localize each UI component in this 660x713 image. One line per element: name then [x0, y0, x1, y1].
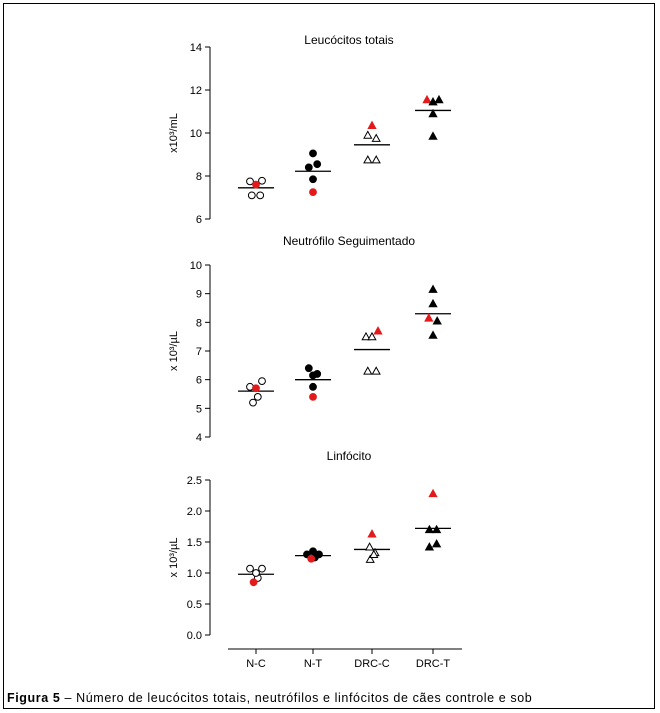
data-point — [433, 317, 441, 324]
y-tick-label: 14 — [189, 42, 202, 54]
y-tick-label: 10 — [189, 128, 202, 140]
data-point — [314, 161, 321, 168]
data-point — [310, 176, 317, 183]
y-axis-label: x10³/mL — [168, 113, 180, 153]
data-point — [372, 135, 380, 142]
y-tick-label: 6 — [195, 214, 202, 226]
data-point — [435, 96, 443, 103]
y-tick-label: 8 — [195, 171, 202, 183]
y-tick-label: 7 — [195, 346, 202, 358]
y-tick-label: 5 — [195, 403, 202, 416]
data-point — [253, 570, 260, 577]
data-point — [433, 540, 441, 547]
data-point — [429, 331, 437, 338]
y-tick-label: 0.0 — [186, 630, 202, 642]
y-axis-label: x 10³/µL — [168, 537, 180, 578]
y-tick-label: 0.5 — [186, 599, 202, 611]
data-point — [310, 383, 317, 390]
y-axis-label: x 10³/µL — [168, 331, 180, 371]
data-point — [429, 286, 437, 293]
x-tick-label: N-T — [303, 658, 323, 670]
caption-label: Figura 5 — [7, 691, 61, 705]
data-point — [305, 164, 312, 171]
data-point — [250, 399, 257, 406]
data-point — [310, 150, 317, 157]
data-point — [305, 365, 312, 372]
data-point — [248, 192, 255, 199]
data-point — [372, 367, 380, 374]
data-point — [310, 189, 317, 196]
data-point — [364, 367, 372, 374]
data-point — [425, 314, 433, 321]
data-point — [364, 156, 372, 163]
data-point — [423, 96, 431, 103]
data-point — [247, 565, 254, 572]
data-point — [429, 132, 437, 139]
data-point — [366, 543, 374, 550]
y-tick-label: 12 — [189, 85, 202, 97]
data-point — [308, 555, 315, 562]
y-tick-label: 1.0 — [186, 568, 202, 580]
data-point — [429, 490, 437, 497]
data-point — [310, 372, 317, 379]
panel-title: Neutrófilo Seguimentado — [282, 234, 416, 248]
data-point — [257, 192, 264, 199]
data-point — [310, 393, 317, 400]
data-point — [374, 327, 382, 334]
data-point — [253, 181, 260, 188]
y-tick-label: 10 — [189, 260, 202, 272]
data-point — [368, 122, 376, 129]
data-point — [259, 565, 266, 572]
data-point — [433, 526, 441, 533]
y-tick-label: 6 — [195, 374, 202, 387]
data-point — [426, 526, 434, 533]
y-tick-label: 2.5 — [186, 475, 202, 487]
figure-caption — [7, 691, 653, 711]
data-point — [253, 385, 260, 392]
y-tick-label: 9 — [195, 288, 202, 301]
y-tick-label: 8 — [195, 317, 202, 330]
data-point — [259, 177, 266, 184]
data-point — [254, 393, 261, 400]
caption-text: – Número de leucócitos totais, neutrófilos e linfócitos de cães controle e sob — [64, 691, 533, 705]
panel-title: Leucócitos totais — [304, 33, 394, 47]
y-tick-label: 4 — [195, 432, 202, 444]
data-point — [372, 156, 380, 163]
data-point — [426, 543, 434, 550]
y-tick-label: 2.0 — [186, 506, 202, 518]
panel-title: Linfócito — [326, 449, 372, 463]
data-point — [250, 579, 257, 586]
data-point — [259, 378, 266, 385]
data-point — [364, 131, 372, 138]
x-tick-label: DRC-T — [415, 658, 451, 670]
y-tick-label: 1.5 — [186, 537, 202, 549]
x-tick-label: N-C — [246, 658, 266, 670]
data-point — [368, 530, 376, 537]
x-tick-label: DRC-C — [354, 658, 390, 670]
data-point — [429, 300, 437, 307]
